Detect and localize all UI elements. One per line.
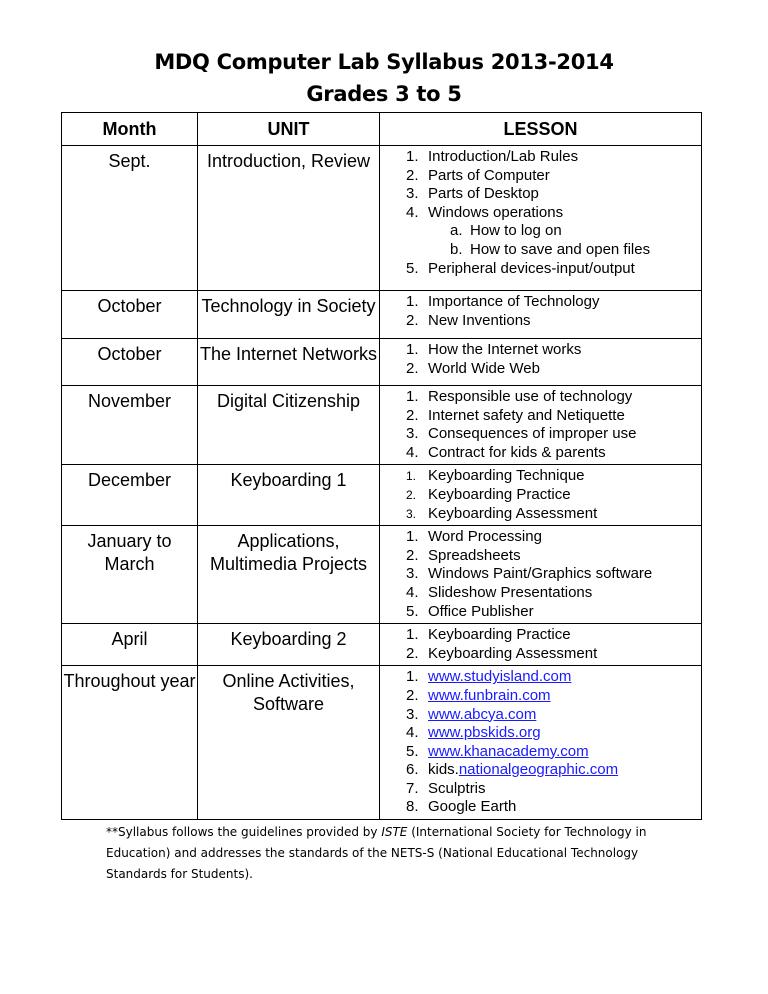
lesson-number: 8.: [406, 798, 419, 816]
lesson-text: Peripheral devices-input/output: [428, 259, 635, 277]
lesson-number: 1.: [406, 528, 419, 546]
column-header-unit: UNIT: [198, 113, 380, 146]
lesson-number: 7.: [406, 779, 419, 797]
lesson-item: [406, 645, 701, 664]
lesson-link[interactable]: nationalgeographic.com: [458, 761, 619, 779]
lesson-number: 3.: [406, 185, 419, 203]
lesson-item: [406, 467, 701, 486]
lesson-number: 2.: [406, 546, 419, 564]
lesson-item: [406, 486, 701, 505]
unit-cell: The Internet Networks: [198, 339, 380, 386]
month-cell: April: [62, 624, 198, 666]
unit-cell: Applications, Multimedia Projects: [198, 526, 380, 624]
lesson-number: 2.: [406, 311, 419, 329]
lesson-subitem: [406, 241, 701, 260]
lesson-item: [406, 204, 701, 223]
lesson-item: [406, 565, 701, 584]
month-cell: Throughout year: [62, 666, 198, 820]
lesson-item: [406, 407, 701, 426]
lesson-number: 6.: [406, 761, 419, 779]
lesson-item: [406, 798, 701, 817]
lesson-item: [406, 425, 701, 444]
lesson-item: [406, 780, 701, 799]
page-title: MDQ Computer Lab Syllabus 2013-2014: [154, 50, 614, 74]
lesson-link[interactable]: www.khanacademy.com: [428, 742, 589, 760]
lesson-item: [406, 293, 701, 312]
lesson-item: [406, 706, 701, 725]
lesson-text: How the Internet works: [428, 341, 582, 358]
footnote-text: **Syllabus follows the guidelines provided by: [106, 825, 382, 839]
unit-cell: Online Activities, Software: [198, 666, 380, 820]
month-cell: October: [62, 339, 198, 386]
page-subtitle: Grades 3 to 5: [306, 82, 462, 106]
lesson-number: 5.: [406, 259, 419, 277]
lesson-item: [406, 505, 701, 524]
lesson-text: Sculptris: [428, 779, 486, 797]
lesson-item: [406, 528, 701, 547]
lesson-item: [406, 388, 701, 407]
lesson-number: 4.: [406, 583, 419, 601]
lesson-number: 2.: [406, 644, 419, 662]
unit-cell: Keyboarding 2: [198, 624, 380, 666]
lesson-item: [406, 687, 701, 706]
lesson-item: [406, 584, 701, 603]
lesson-number: 2.: [406, 166, 419, 184]
lesson-text: Word Processing: [428, 528, 542, 546]
lesson-text: Internet safety and Netiquette: [428, 406, 625, 424]
lesson-number: 3.: [406, 425, 419, 443]
lesson-cell: [380, 666, 702, 820]
lesson-item: [406, 743, 701, 762]
lesson-text: Importance of Technology: [428, 293, 600, 310]
lesson-number: 2.: [406, 686, 419, 704]
unit-cell: Technology in Society: [198, 291, 380, 339]
lesson-text: Windows Paint/Graphics software: [428, 565, 653, 583]
table-row: [62, 624, 702, 666]
lesson-link[interactable]: www.pbskids.org: [428, 724, 541, 742]
lesson-cell: [380, 386, 702, 465]
lesson-text: How to log on: [470, 222, 562, 240]
lesson-text: Keyboarding Practice: [428, 485, 571, 503]
lesson-number: 4.: [406, 203, 419, 221]
lesson-text: How to save and open files: [470, 240, 651, 258]
lesson-number: 4.: [406, 443, 419, 461]
lesson-number: 3.: [406, 705, 419, 723]
table-row: [62, 386, 702, 465]
lesson-text: Parts of Desktop: [428, 185, 539, 203]
lesson-item: [406, 312, 701, 331]
column-header-month: Month: [62, 113, 198, 146]
lesson-number: a.: [450, 222, 463, 240]
table-row: [62, 291, 702, 339]
lesson-text: Google Earth: [428, 798, 517, 816]
lesson-link[interactable]: www.funbrain.com: [428, 686, 551, 704]
lesson-text: Introduction/Lab Rules: [428, 148, 579, 165]
lesson-item: [406, 444, 701, 463]
lesson-item: [406, 148, 701, 167]
lesson-number: 1.: [406, 626, 419, 644]
table-row: [62, 465, 702, 526]
table-header-row: [62, 113, 702, 146]
table-row: [62, 666, 702, 820]
footnote: [106, 822, 686, 885]
table-row: [62, 146, 702, 291]
lesson-number: 3.: [406, 565, 419, 583]
lesson-item: [406, 724, 701, 743]
lesson-item: [406, 185, 701, 204]
lesson-number: 2.: [406, 406, 419, 424]
lesson-cell: [380, 526, 702, 624]
lesson-number: 1.: [406, 341, 419, 358]
lesson-item: [406, 167, 701, 186]
lesson-text: Responsible use of technology: [428, 388, 633, 405]
lesson-item: [406, 360, 701, 379]
lesson-number: b.: [450, 240, 463, 258]
lesson-item: [406, 668, 701, 687]
lesson-text: kids.: [428, 761, 459, 779]
lesson-subitem: [406, 222, 701, 241]
lesson-cell: [380, 291, 702, 339]
lesson-cell: [380, 624, 702, 666]
table-row: [62, 526, 702, 624]
lesson-item: [406, 341, 701, 360]
footnote-text-rest: (International Society for Technology in Education) and addresses the standards of the NETS-S (National Educational Technology Standards for Students).: [106, 825, 647, 881]
lesson-text: Office Publisher: [428, 602, 534, 620]
month-cell: November: [62, 386, 198, 465]
lesson-number: 5.: [406, 602, 419, 620]
lesson-cell: [380, 465, 702, 526]
month-cell: January to March: [62, 526, 198, 624]
lesson-number: 2.: [406, 487, 417, 502]
footnote-iste: ISTE: [381, 825, 408, 839]
unit-cell: Digital Citizenship: [198, 386, 380, 465]
lesson-cell: [380, 146, 702, 291]
lesson-link[interactable]: www.abcya.com: [428, 705, 537, 723]
lesson-text: Contract for kids & parents: [428, 443, 606, 461]
syllabus-table: [61, 112, 702, 820]
table-row: [62, 339, 702, 386]
lesson-number: 4.: [406, 724, 419, 742]
unit-cell: Introduction, Review: [198, 146, 380, 291]
lesson-item: [406, 761, 701, 780]
unit-cell: Keyboarding 1: [198, 465, 380, 526]
column-header-lesson: LESSON: [380, 113, 702, 146]
lesson-item: [406, 603, 701, 622]
lesson-number: 1.: [406, 293, 419, 310]
month-cell: Sept.: [62, 146, 198, 291]
lesson-number: 1.: [406, 388, 419, 405]
lesson-item: [406, 260, 701, 279]
lesson-text: New Inventions: [428, 311, 531, 329]
lesson-text: Slideshow Presentations: [428, 583, 593, 601]
lesson-cell: [380, 339, 702, 386]
lesson-text: World Wide Web: [428, 359, 540, 377]
lesson-text: Keyboarding Assessment: [428, 644, 598, 662]
lesson-text: Windows operations: [428, 203, 564, 221]
lesson-number: 5.: [406, 742, 419, 760]
month-cell: December: [62, 465, 198, 526]
lesson-number: 1.: [406, 469, 417, 484]
lesson-number: 1.: [406, 148, 419, 165]
lesson-text: Keyboarding Assessment: [428, 504, 598, 522]
lesson-number: 3.: [406, 506, 417, 521]
lesson-number: 1.: [406, 668, 419, 686]
lesson-text: Keyboarding Technique: [428, 467, 585, 485]
month-cell: October: [62, 291, 198, 339]
lesson-text: Parts of Computer: [428, 166, 550, 184]
lesson-item: [406, 547, 701, 566]
lesson-link[interactable]: www.studyisland.com: [428, 668, 572, 686]
lesson-item: [406, 626, 701, 645]
lesson-text: Spreadsheets: [428, 546, 521, 564]
lesson-number: 2.: [406, 359, 419, 377]
lesson-text: Consequences of improper use: [428, 425, 637, 443]
lesson-text: Keyboarding Practice: [428, 626, 571, 644]
